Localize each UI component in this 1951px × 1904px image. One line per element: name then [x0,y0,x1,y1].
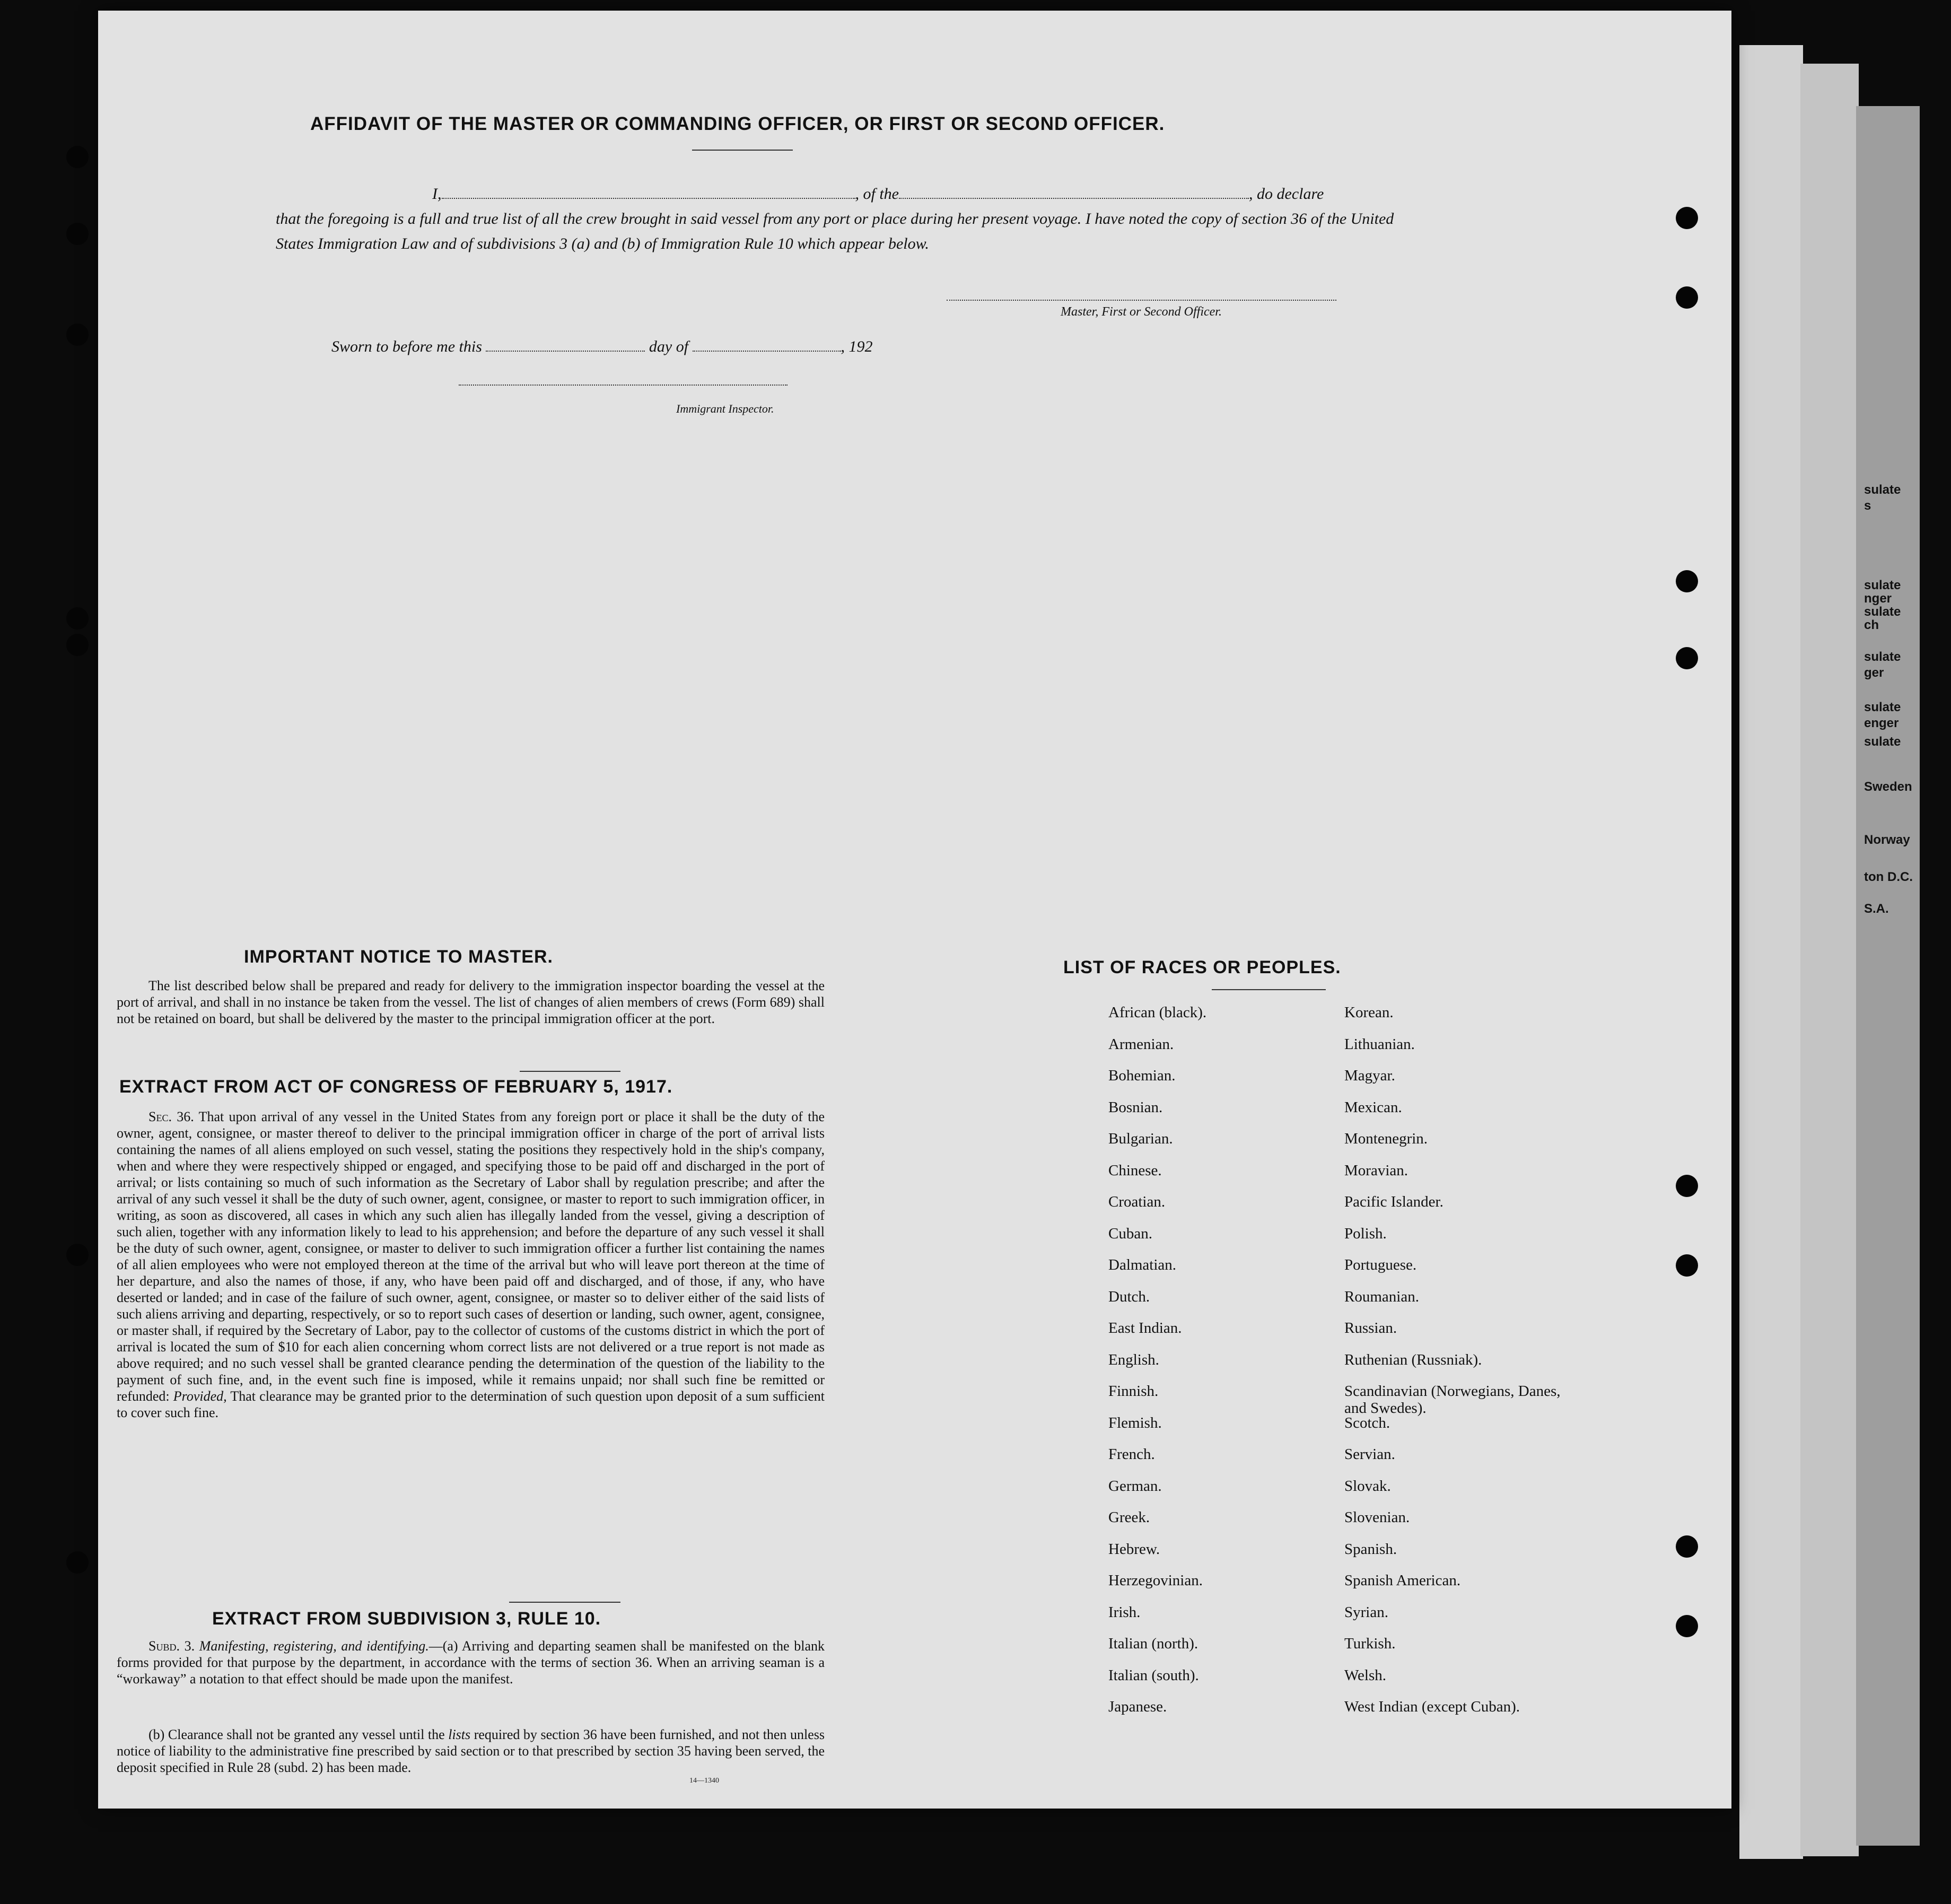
signature-line [947,300,1336,301]
race-item: Irish. [1108,1604,1141,1621]
race-item: Greek. [1108,1509,1150,1526]
subd-heading: Manifesting, registering, and identifying. [199,1638,429,1654]
race-item: Syrian. [1344,1604,1388,1621]
back-sheet-fragment: ch [1864,618,1879,632]
race-item: Cuban. [1108,1225,1152,1242]
race-item: Croatian. [1108,1193,1166,1210]
punch-hole [1676,207,1698,229]
back-sheet-fragment: sulate [1864,578,1901,592]
race-item: Russian. [1344,1320,1397,1337]
affidavit-body-text: that the foregoing is a full and true list of all the crew brought in said vessel from any port or place during her present voyage. I have noted the copy of section 36 of the United States Immigration Law and of subdivisions 3 (a) and (b) of Immigration Rule 10 which appear below. [276,210,1394,252]
back-sheet-fragment: sulate [1864,483,1901,497]
race-item: Japanese. [1108,1698,1167,1715]
races-title-rule [1212,989,1326,990]
section-label: Sec. 36. [148,1109,194,1124]
act-extract-title: EXTRACT FROM ACT OF CONGRESS OF FEBRUARY 5, 1917. [119,1077,673,1097]
back-sheet-fragment: Norway [1864,833,1910,847]
punch-hole [66,1551,89,1574]
race-item: West Indian (except Cuban). [1344,1698,1520,1715]
race-item: Spanish. [1344,1541,1397,1558]
act-section-36-body [117,1108,825,1421]
race-item: Polish. [1344,1225,1387,1242]
affidavit-prefix: I, [432,185,442,203]
race-item: Italian (north). [1108,1635,1198,1652]
section-text-end: That clearance may be granted prior to the determination of such question upon deposit of a sum sufficient to cover such fine. [117,1388,825,1420]
section-rule [509,1602,620,1603]
race-item: Hebrew. [1108,1541,1160,1558]
race-item: Finnish. [1108,1383,1159,1400]
back-sheet-fragment: sulate [1864,605,1901,619]
back-sheet-fragment: s [1864,499,1871,513]
punch-hole [66,1244,89,1266]
back-sheet-fragment: sulate [1864,700,1901,714]
punch-hole [66,607,89,630]
back-sheet-fragment: Sweden [1864,780,1912,794]
subdivision-3-body [117,1638,825,1687]
affidavit-declare: , do declare [1249,185,1324,203]
race-item: Dutch. [1108,1288,1150,1305]
race-item: German. [1108,1478,1162,1495]
back-sheet-2 [1800,64,1859,1856]
notice-title: IMPORTANT NOTICE TO MASTER. [244,947,553,967]
provided-word: Provided, [173,1388,227,1404]
race-item: Montenegrin. [1344,1130,1428,1147]
race-item: Bosnian. [1108,1099,1163,1116]
sworn-line [331,337,873,356]
race-item: African (black). [1108,1004,1207,1021]
race-item: Turkish. [1344,1635,1396,1652]
name-blank [442,184,855,199]
punch-hole [1676,647,1698,669]
race-item: Flemish. [1108,1414,1162,1431]
day-blank [486,337,645,352]
notice-body: The list described below shall be prepared and ready for delivery to the immigration inspector boarding the vessel at the port of arrival, and shall in no instance be taken from the vessel. The list of changes of alien members of crews (Form 689) shall not be retained on board, but shall be delivered by the master to the principal immigration officer at the port. [117,978,825,1026]
back-sheet-fragment: nger [1864,591,1892,606]
form-number: 14—1340 [689,1777,719,1785]
race-item: Scandinavian (Norwegians, Danes, and Swedes). [1344,1383,1561,1417]
signature-label: Master, First or Second Officer. [1061,305,1222,319]
affidavit-of-the: , of the [855,185,899,203]
race-item: Lithuanian. [1344,1036,1415,1053]
race-item: Moravian. [1344,1162,1408,1179]
race-item: Scotch. [1344,1414,1390,1431]
back-sheet-fragment: sulate [1864,650,1901,664]
race-item: Pacific Islander. [1344,1193,1443,1210]
inspector-signature-line [459,385,788,386]
back-sheet-fragment: sulate [1864,735,1901,749]
affidavit-title: AFFIDAVIT OF THE MASTER OR COMMANDING OFFICER, OR FIRST OR SECOND OFFICER. [310,113,1165,134]
race-item: Magyar. [1344,1067,1395,1084]
race-item: Mexican. [1344,1099,1402,1116]
race-item: Welsh. [1344,1667,1387,1684]
race-item: East Indian. [1108,1320,1182,1337]
punch-hole [1676,1175,1698,1197]
punch-hole [66,223,89,245]
race-item: Spanish American. [1344,1572,1461,1589]
race-item: English. [1108,1351,1159,1368]
punch-hole [1676,1254,1698,1277]
affidavit-rule [692,150,793,151]
race-item: Slovak. [1344,1478,1391,1495]
section-text: That upon arrival of any vessel in the United States from any foreign port or place it shall be the duty of the owner, agent, consignee, or master thereof to deliver to the principal immigration officer in charge of the port of arrival lists containing the names of all aliens employed on such vessel, stating the positions they respectively hold in the ship's company, when and where they were respectively shipped or engaged, and specifying those to be paid off and discharged in the port of arrival; or lists containing so much of such information as the Secretary of Labor shall by regulation prescribe; and after the arrival of any such vessel it shall be the duty of such owner, agent, consignee, or master to report to such immigration officer, in writing, as soon as discovered, all cases in which any such alien has illegally landed from the vessel, giving a description of such alien, together with any information likely to lead to his apprehension; and before the departure of any such vessel it shall be the duty of such owner, agent, consignee, or master to deliver to such immigration officer a further list containing the names of all alien employees who were not employed thereon at the time of the arrival but who will leave port thereon at the time of her departure, and also the names of those, if any, who have been paid off and discharged, and of those, if any, who have deserted or landed; and in case of the failure of such owner, agent, consignee, or master so to deliver either of the said lists of such aliens arriving and departing, respectively, or so to report such cases of desertion or landing, such owner, agent, consignee, or master shall, if required by the Secretary of Labor, pay to the collector of customs of the customs district in which the port of arrival is located the sum of $10 for each alien concerning whom correct lists are not delivered or a true report is not made as above required; and no such vessel shall be granted clearance pending the determination of the question of the liability to the payment of such fine, and, in the event such fine is imposed, while it remains unpaid; nor shall such fine be remitted or refunded: [117,1109,825,1404]
punch-hole [1676,286,1698,309]
races-list-title: LIST OF RACES OR PEOPLES. [1063,957,1341,977]
back-sheet-fragment: enger [1864,716,1899,730]
subd-label: Subd. 3. [148,1638,195,1654]
race-item: Bulgarian. [1108,1130,1173,1147]
subd-text: —(a) Arriving and departing seamen shall be manifested on the blank forms provided for that purpose by the department, in accordance with the terms of section 36. When an arriving seaman is a “workaway” a notation to that effect should be made upon the manifest. [117,1638,825,1687]
clearance-paragraph [117,1726,825,1776]
affidavit-declaration [276,181,1395,256]
punch-hole [1676,570,1698,592]
back-sheet-3 [1856,106,1920,1846]
punch-hole [66,146,89,168]
race-item: Dalmatian. [1108,1256,1177,1273]
back-sheet-fragment: ton D.C. [1864,870,1913,884]
race-item: French. [1108,1446,1155,1463]
race-item: Portuguese. [1344,1256,1417,1273]
race-item: Ruthenian (Russniak). [1344,1351,1482,1368]
race-item: Italian (south). [1108,1667,1199,1684]
race-item: Armenian. [1108,1036,1174,1053]
race-item: Roumanian. [1344,1288,1419,1305]
back-sheet-fragment: ger [1864,666,1884,680]
clearance-lists: lists [448,1727,471,1742]
back-sheet-fragment: S.A. [1864,902,1889,916]
clearance-prefix: (b) Clearance shall not be granted any vessel until the [148,1727,445,1742]
sworn-year: , 192 [841,338,873,355]
sworn-day-of: day of [649,338,689,355]
section-rule [520,1071,620,1072]
race-item: Bohemian. [1108,1067,1176,1084]
punch-hole [66,324,89,346]
clearance-text: required by section 36 have been furnished, and not then unless notice of liability to the administrative fine prescribed by said section or to that prescribed by section 35 having been served, the deposit specified in Rule 28 (subd. 2) has been made. [117,1727,825,1775]
race-item: Slovenian. [1344,1509,1410,1526]
punch-hole [1676,1615,1698,1637]
race-item: Herzegovinian. [1108,1572,1203,1589]
punch-hole [1676,1535,1698,1558]
race-item: Servian. [1344,1446,1395,1463]
back-sheet-1 [1739,45,1803,1859]
race-item: Chinese. [1108,1162,1162,1179]
rule10-extract-title: EXTRACT FROM SUBDIVISION 3, RULE 10. [212,1609,601,1629]
affidavit-page [98,11,1731,1809]
inspector-label: Immigrant Inspector. [676,402,774,415]
punch-hole [66,634,89,656]
sworn-prefix: Sworn to before me this [331,338,482,355]
month-blank [693,337,841,352]
vessel-blank [899,184,1249,199]
race-item: Korean. [1344,1004,1394,1021]
